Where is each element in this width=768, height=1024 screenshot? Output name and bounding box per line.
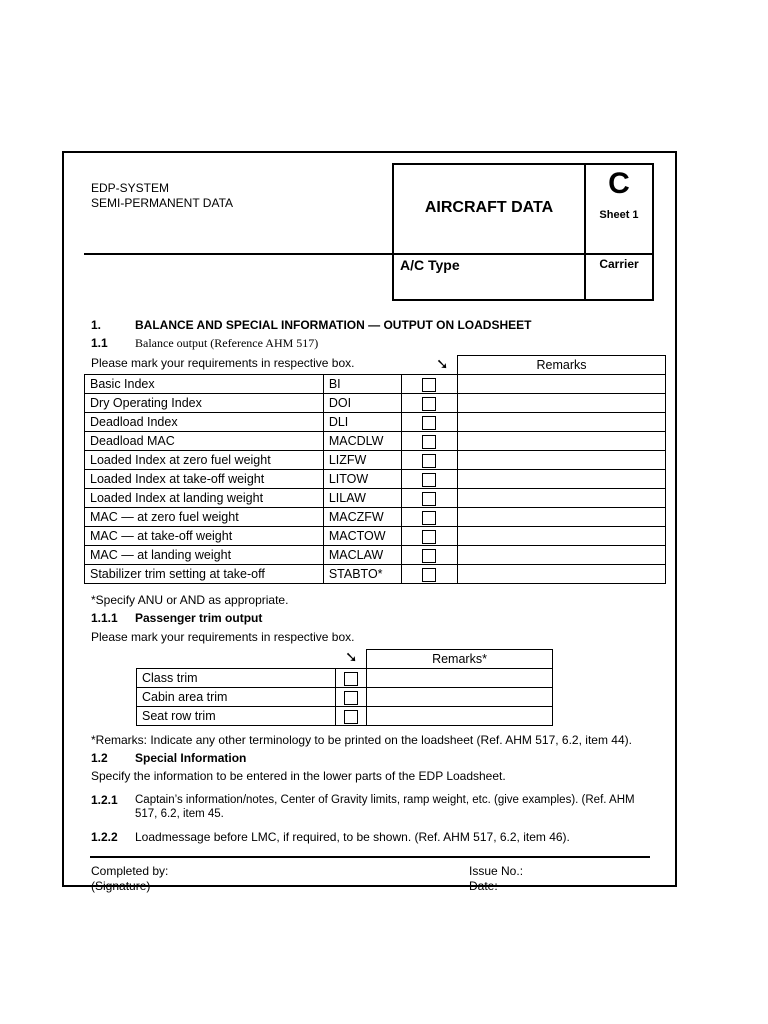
section-1-2-2-text: Loadmessage before LMC, if required, to be shown. (Ref. AHM 517, 6.2, item 46).: [135, 830, 570, 844]
section-1-2-1-number: 1.2.1: [91, 793, 118, 807]
balance-item-label: Deadload Index: [85, 413, 324, 432]
arrow-down-right-icon: ➘: [345, 649, 358, 666]
pax-remarks-header: Remarks*: [367, 650, 553, 669]
table-row: [137, 669, 553, 688]
remarks-cell[interactable]: [457, 546, 665, 565]
remarks-cell[interactable]: [457, 527, 665, 546]
section-1-2-instruction: Specify the information to be entered in the lower parts of the EDP Loadsheet.: [91, 769, 506, 783]
checkbox-cell: [335, 688, 366, 707]
remarks-cell[interactable]: [366, 688, 552, 707]
issue-no-label: Issue No.:: [469, 864, 524, 878]
balance-item-label: MAC — at zero fuel weight: [85, 508, 324, 527]
balance-item-code: STABTO*: [323, 565, 401, 584]
table-row: [85, 451, 666, 470]
requirement-checkbox[interactable]: [422, 492, 436, 506]
checkbox-cell: [335, 707, 366, 726]
checkbox-cell: [401, 432, 457, 451]
checkbox-cell: [401, 508, 457, 527]
date-label: Date:: [469, 879, 498, 893]
table-row: [85, 375, 666, 394]
section-1-2-1-text-cont: 517, 6.2, item 45.: [135, 808, 224, 820]
remarks-cell[interactable]: [457, 451, 665, 470]
pax-remarks-header-table: [366, 649, 553, 669]
checkbox-cell: [335, 669, 366, 688]
carrier-label: Carrier: [599, 257, 639, 271]
remarks-header: Remarks: [458, 356, 666, 375]
balance-item-code: LIZFW: [323, 451, 401, 470]
completed-by-label: Completed by:: [91, 864, 169, 878]
requirement-checkbox[interactable]: [344, 672, 358, 686]
section-1-2-title: Special Information: [135, 751, 247, 765]
remarks-cell[interactable]: [366, 669, 552, 688]
table-row: [85, 508, 666, 527]
remarks-cell[interactable]: [457, 394, 665, 413]
header-divider-horizontal: [84, 253, 654, 255]
balance-item-code: MACTOW: [323, 527, 401, 546]
balance-item-label: Loaded Index at take-off weight: [85, 470, 324, 489]
balance-item-label: Loaded Index at zero fuel weight: [85, 451, 324, 470]
section-1-2-1-text: Captain’s information/notes, Center of Gravity limits, ramp weight, etc. (give examples). (Ref. AHM: [135, 794, 635, 806]
arrow-down-right-icon: ➘: [436, 356, 449, 373]
requirement-checkbox[interactable]: [422, 511, 436, 525]
trim-item-label: Seat row trim: [137, 707, 336, 726]
requirement-checkbox[interactable]: [422, 454, 436, 468]
balance-item-code: LITOW: [323, 470, 401, 489]
table-row: [85, 470, 666, 489]
data-category: SEMI-PERMANENT DATA: [91, 196, 234, 210]
section-letter: C: [608, 167, 630, 200]
balance-item-code: MACDLW: [323, 432, 401, 451]
balance-item-code: MACLAW: [323, 546, 401, 565]
requirement-checkbox[interactable]: [422, 530, 436, 544]
balance-item-code: MACZFW: [323, 508, 401, 527]
balance-item-label: Deadload MAC: [85, 432, 324, 451]
balance-item-label: Dry Operating Index: [85, 394, 324, 413]
section-1-title: BALANCE AND SPECIAL INFORMATION — OUTPUT ON LOADSHEET: [135, 318, 532, 332]
remarks-cell[interactable]: [366, 707, 552, 726]
table-row: [85, 394, 666, 413]
page-title: AIRCRAFT DATA: [424, 199, 554, 216]
section-1-2-2-number: 1.2.2: [91, 830, 118, 844]
requirement-checkbox[interactable]: [422, 397, 436, 411]
balance-item-label: Basic Index: [85, 375, 324, 394]
requirement-checkbox[interactable]: [422, 473, 436, 487]
checkbox-cell: [401, 413, 457, 432]
passenger-trim-table: [136, 668, 553, 726]
section-1-1-number: 1.1: [91, 336, 108, 350]
footer-divider: [90, 856, 650, 858]
section-1-1-footnote: *Specify ANU or AND as appropriate.: [91, 593, 289, 607]
balance-output-table: [84, 374, 666, 584]
table-row: [85, 565, 666, 584]
section-1-2-number: 1.2: [91, 751, 108, 765]
checkbox-cell: [401, 451, 457, 470]
requirement-checkbox[interactable]: [422, 568, 436, 582]
balance-item-code: DLI: [323, 413, 401, 432]
requirement-checkbox[interactable]: [422, 549, 436, 563]
requirement-checkbox[interactable]: [422, 435, 436, 449]
remarks-cell[interactable]: [457, 470, 665, 489]
requirement-checkbox[interactable]: [422, 378, 436, 392]
requirement-checkbox[interactable]: [422, 416, 436, 430]
table-row: [85, 546, 666, 565]
remarks-cell[interactable]: [457, 432, 665, 451]
remarks-cell[interactable]: [457, 565, 665, 584]
trim-item-label: Class trim: [137, 669, 336, 688]
requirement-checkbox[interactable]: [344, 710, 358, 724]
section-1-1-title: Balance output (Reference AHM 517): [135, 336, 319, 350]
remarks-cell[interactable]: [457, 489, 665, 508]
balance-item-label: Stabilizer trim setting at take-off: [85, 565, 324, 584]
table-row: [137, 707, 553, 726]
remarks-cell[interactable]: [457, 375, 665, 394]
checkbox-cell: [401, 565, 457, 584]
remarks-header-table: [457, 355, 666, 375]
checkbox-cell: [401, 546, 457, 565]
trim-item-label: Cabin area trim: [137, 688, 336, 707]
remarks-cell[interactable]: [457, 413, 665, 432]
checkbox-cell: [401, 470, 457, 489]
section-1-1-1-instruction: Please mark your requirements in respective box.: [91, 630, 355, 644]
section-1-1-1-number: 1.1.1: [91, 611, 118, 625]
sheet-number: Sheet 1: [599, 209, 639, 221]
section-1-1-1-title: Passenger trim output: [135, 611, 263, 625]
requirement-checkbox[interactable]: [344, 691, 358, 705]
balance-item-label: MAC — at take-off weight: [85, 527, 324, 546]
section-1-number: 1.: [91, 318, 102, 332]
system-name: EDP-SYSTEM: [91, 181, 170, 195]
checkbox-cell: [401, 527, 457, 546]
table-row: [137, 688, 553, 707]
signature-label: (Signature): [91, 879, 151, 893]
table-row: [85, 432, 666, 451]
checkbox-cell: [401, 489, 457, 508]
section-1-1-1-footnote: *Remarks: Indicate any other terminology to be printed on the loadsheet (Ref. AHM 517, 6.2, item 44).: [91, 733, 632, 747]
balance-item-label: Loaded Index at landing weight: [85, 489, 324, 508]
section-1-1-instruction: Please mark your requirements in respective box.: [91, 356, 355, 370]
checkbox-cell: [401, 375, 457, 394]
balance-item-code: DOI: [323, 394, 401, 413]
ac-type-label: A/C Type: [400, 257, 460, 273]
balance-item-label: MAC — at landing weight: [85, 546, 324, 565]
balance-item-code: BI: [323, 375, 401, 394]
checkbox-cell: [401, 394, 457, 413]
balance-item-code: LILAW: [323, 489, 401, 508]
table-row: [85, 527, 666, 546]
table-row: [85, 413, 666, 432]
table-row: [85, 489, 666, 508]
remarks-cell[interactable]: [457, 508, 665, 527]
